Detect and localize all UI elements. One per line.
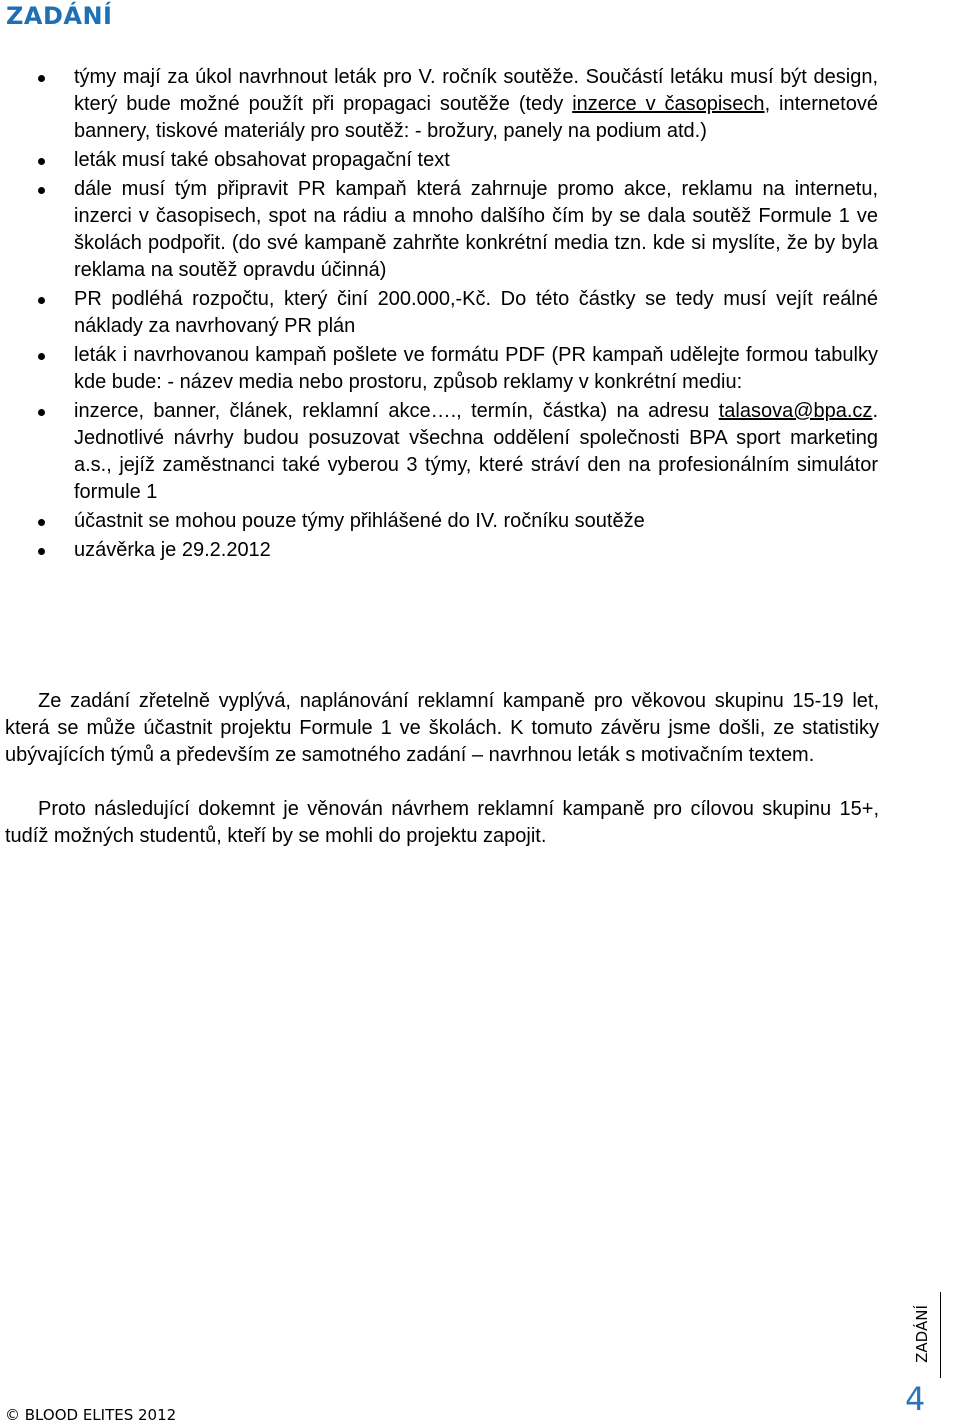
bullet-icon: [38, 409, 45, 416]
bullet-icon: [38, 548, 45, 555]
list-item-text: . Jednotlivé návrhy budou posuzovat všechna oddělení společnosti BPA sport marketing a.s., jejíž zaměstnanci také vyberou 3 týmy, které stráví den na profesionálním simulátor formule 1: [74, 400, 878, 503]
paragraph-text: Proto následující dokemnt je věnován návrhem reklamní kampaně pro cílovou skupinu 15+, tudíž možných studentů, kteří by se mohli do projektu zapojit.: [5, 798, 879, 847]
list-item-text: uzávěrka je 29.2.2012: [74, 539, 271, 561]
footer-section-label: [908, 1300, 936, 1368]
email-link[interactable]: talasova@bpa.cz: [718, 400, 873, 422]
footer-divider: [940, 1292, 941, 1378]
conclusion-paragraph: [5, 688, 879, 769]
list-item-text: , internetové bannery, tiskové materiály pro soutěž: - brožury, panely na podium atd.): [74, 93, 878, 142]
list-item-text: leták musí také obsahovat propagační text: [74, 149, 450, 171]
list-item: [0, 342, 960, 396]
list-item-text: týmy mají za úkol navrhnout leták pro V. ročník soutěže. Součástí letáku musí být design, který bude možné použít při propagaci soutěže (tedy: [74, 66, 878, 115]
list-item: [0, 398, 960, 506]
bullet-icon: [38, 187, 45, 194]
list-item-text: leták i navrhovanou kampaň pošlete ve formátu PDF (PR kampaň udělejte formou tabulky kde bude: - název media nebo prostoru, způsob reklamy v konkrétní mediu:: [74, 344, 878, 393]
list-item: [0, 508, 960, 535]
footer-copyright: © BLOOD ELITES 2012: [5, 1406, 177, 1424]
list-item-text: dále musí tým připravit PR kampaň která zahrnuje promo akce, reklamu na internetu, inzerci v časopisech, spot na rádiu a mnoho dalšího čím by se dala soutěž Formule 1 ve školách podpořit. (do své kampaně zahrňte konkrétní media tzn. kde si myslíte, že by byla reklama na soutěž opravdu účinná): [74, 178, 878, 281]
page-number: 4: [905, 1380, 926, 1418]
bullet-icon: [38, 297, 45, 304]
list-item-text: účastnit se mohou pouze týmy přihlášené do IV. ročníku soutěže: [74, 510, 645, 532]
bullet-icon: [38, 353, 45, 360]
bullet-icon: [38, 519, 45, 526]
bullet-icon: [38, 158, 45, 165]
list-item: [0, 537, 960, 564]
list-item: [0, 64, 960, 145]
section-label-text: ZADÁNÍ: [913, 1305, 931, 1363]
paragraph-text: Ze zadání zřetelně vyplývá, naplánování reklamní kampaně pro věkovou skupinu 15-19 let, která se může účastnit projektu Formule 1 ve školách. K tomuto závěru jsme došli, ze statistiky ubývajících týmů a především ze samotného zadání – navrhnou leták s motivačním textem.: [5, 690, 879, 766]
list-item: [0, 286, 960, 340]
list-item: [0, 176, 960, 284]
underlined-text: inzerce v časopisech: [572, 93, 765, 115]
list-item-text: PR podléhá rozpočtu, který činí 200.000,-Kč. Do této částky se tedy musí vejít reálné náklady za navrhovaný PR plán: [74, 288, 878, 337]
list-item-text: inzerce, banner, článek, reklamní akce…., termín, částka) na adresu: [74, 400, 719, 422]
requirements-list: [0, 64, 960, 566]
purpose-paragraph: [5, 796, 879, 850]
list-item: [0, 147, 960, 174]
section-heading: ZADÁNÍ: [6, 2, 113, 30]
bullet-icon: [38, 75, 45, 82]
